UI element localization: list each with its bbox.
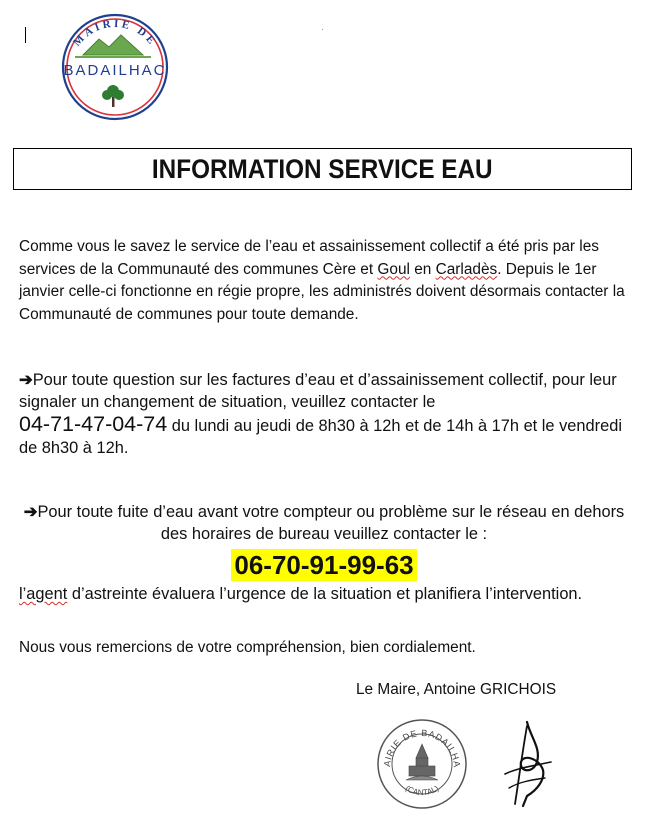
closing-text: Nous vous remercions de votre compréhension, bien cordialement.: [19, 639, 476, 656]
emergency-text-b: d’astreinte évaluera l’urgence de la situation et planifiera l’intervention.: [67, 585, 583, 603]
svg-text:(CANTAL): [404, 784, 441, 798]
mairie-logo: [47, 11, 179, 121]
church-icon: [406, 744, 438, 780]
stamp-bottom-text: (CANTAL): [403, 783, 441, 798]
arrow-right-icon: ➔: [19, 371, 33, 389]
billing-text-b: du lundi au jeudi de 8h30 à 12h et de 14h à 17h et le vendredi de 8h30 à 12h.: [19, 417, 622, 457]
intro-carlades: Carladès: [435, 260, 498, 278]
text-cursor: [25, 27, 26, 43]
intro-text-c: . Depuis le 1er janvier celle-ci fonctionne en régie propre, les administrés doivent désormais contacter la Communauté de communes pour toute demande.: [19, 260, 625, 323]
emergency-phone: 06-70-91-99-63: [231, 549, 416, 581]
billing-phone: 04-71-47-04-74: [19, 412, 168, 436]
emergency-text-a: Pour toute fuite d’eau avant votre compteur ou problème sur le réseau en dehors des horaires de bureau veuillez contacter le :: [37, 503, 625, 543]
handwritten-signature: [497, 718, 555, 810]
emergency-paragraph: [19, 501, 629, 605]
stamp-ring-text: AIRIE DE BADAILHA: [381, 727, 463, 769]
tree-icon: [102, 85, 124, 107]
arrow-right-icon: ➔: [23, 503, 38, 521]
intro-text-a: Comme vous le savez le service de l’eau et assainissement collectif a été pris par les services de la Communauté des communes Cère et: [19, 238, 599, 278]
page-title: INFORMATION SERVICE EAU: [152, 153, 493, 184]
logo-top-text: MAIRIE DE: [71, 17, 160, 49]
signature-line: Le Maire, Antoine GRICHOIS: [356, 681, 557, 698]
agent-word: l’agent: [19, 585, 68, 603]
logo-name: BADAILHAC: [63, 62, 167, 79]
title-box: [13, 148, 632, 190]
stray-dot: [322, 29, 323, 30]
intro-text-b: en: [409, 260, 436, 278]
intro-paragraph: [19, 236, 629, 326]
mairie-stamp: [376, 718, 468, 810]
intro-goul: Goul: [377, 260, 410, 278]
billing-paragraph: [19, 369, 629, 459]
billing-text-a: Pour toute question sur les factures d’eau et d’assainissement collectif, pour leur signaler un changement de situation, veuillez contacter le: [19, 371, 617, 411]
